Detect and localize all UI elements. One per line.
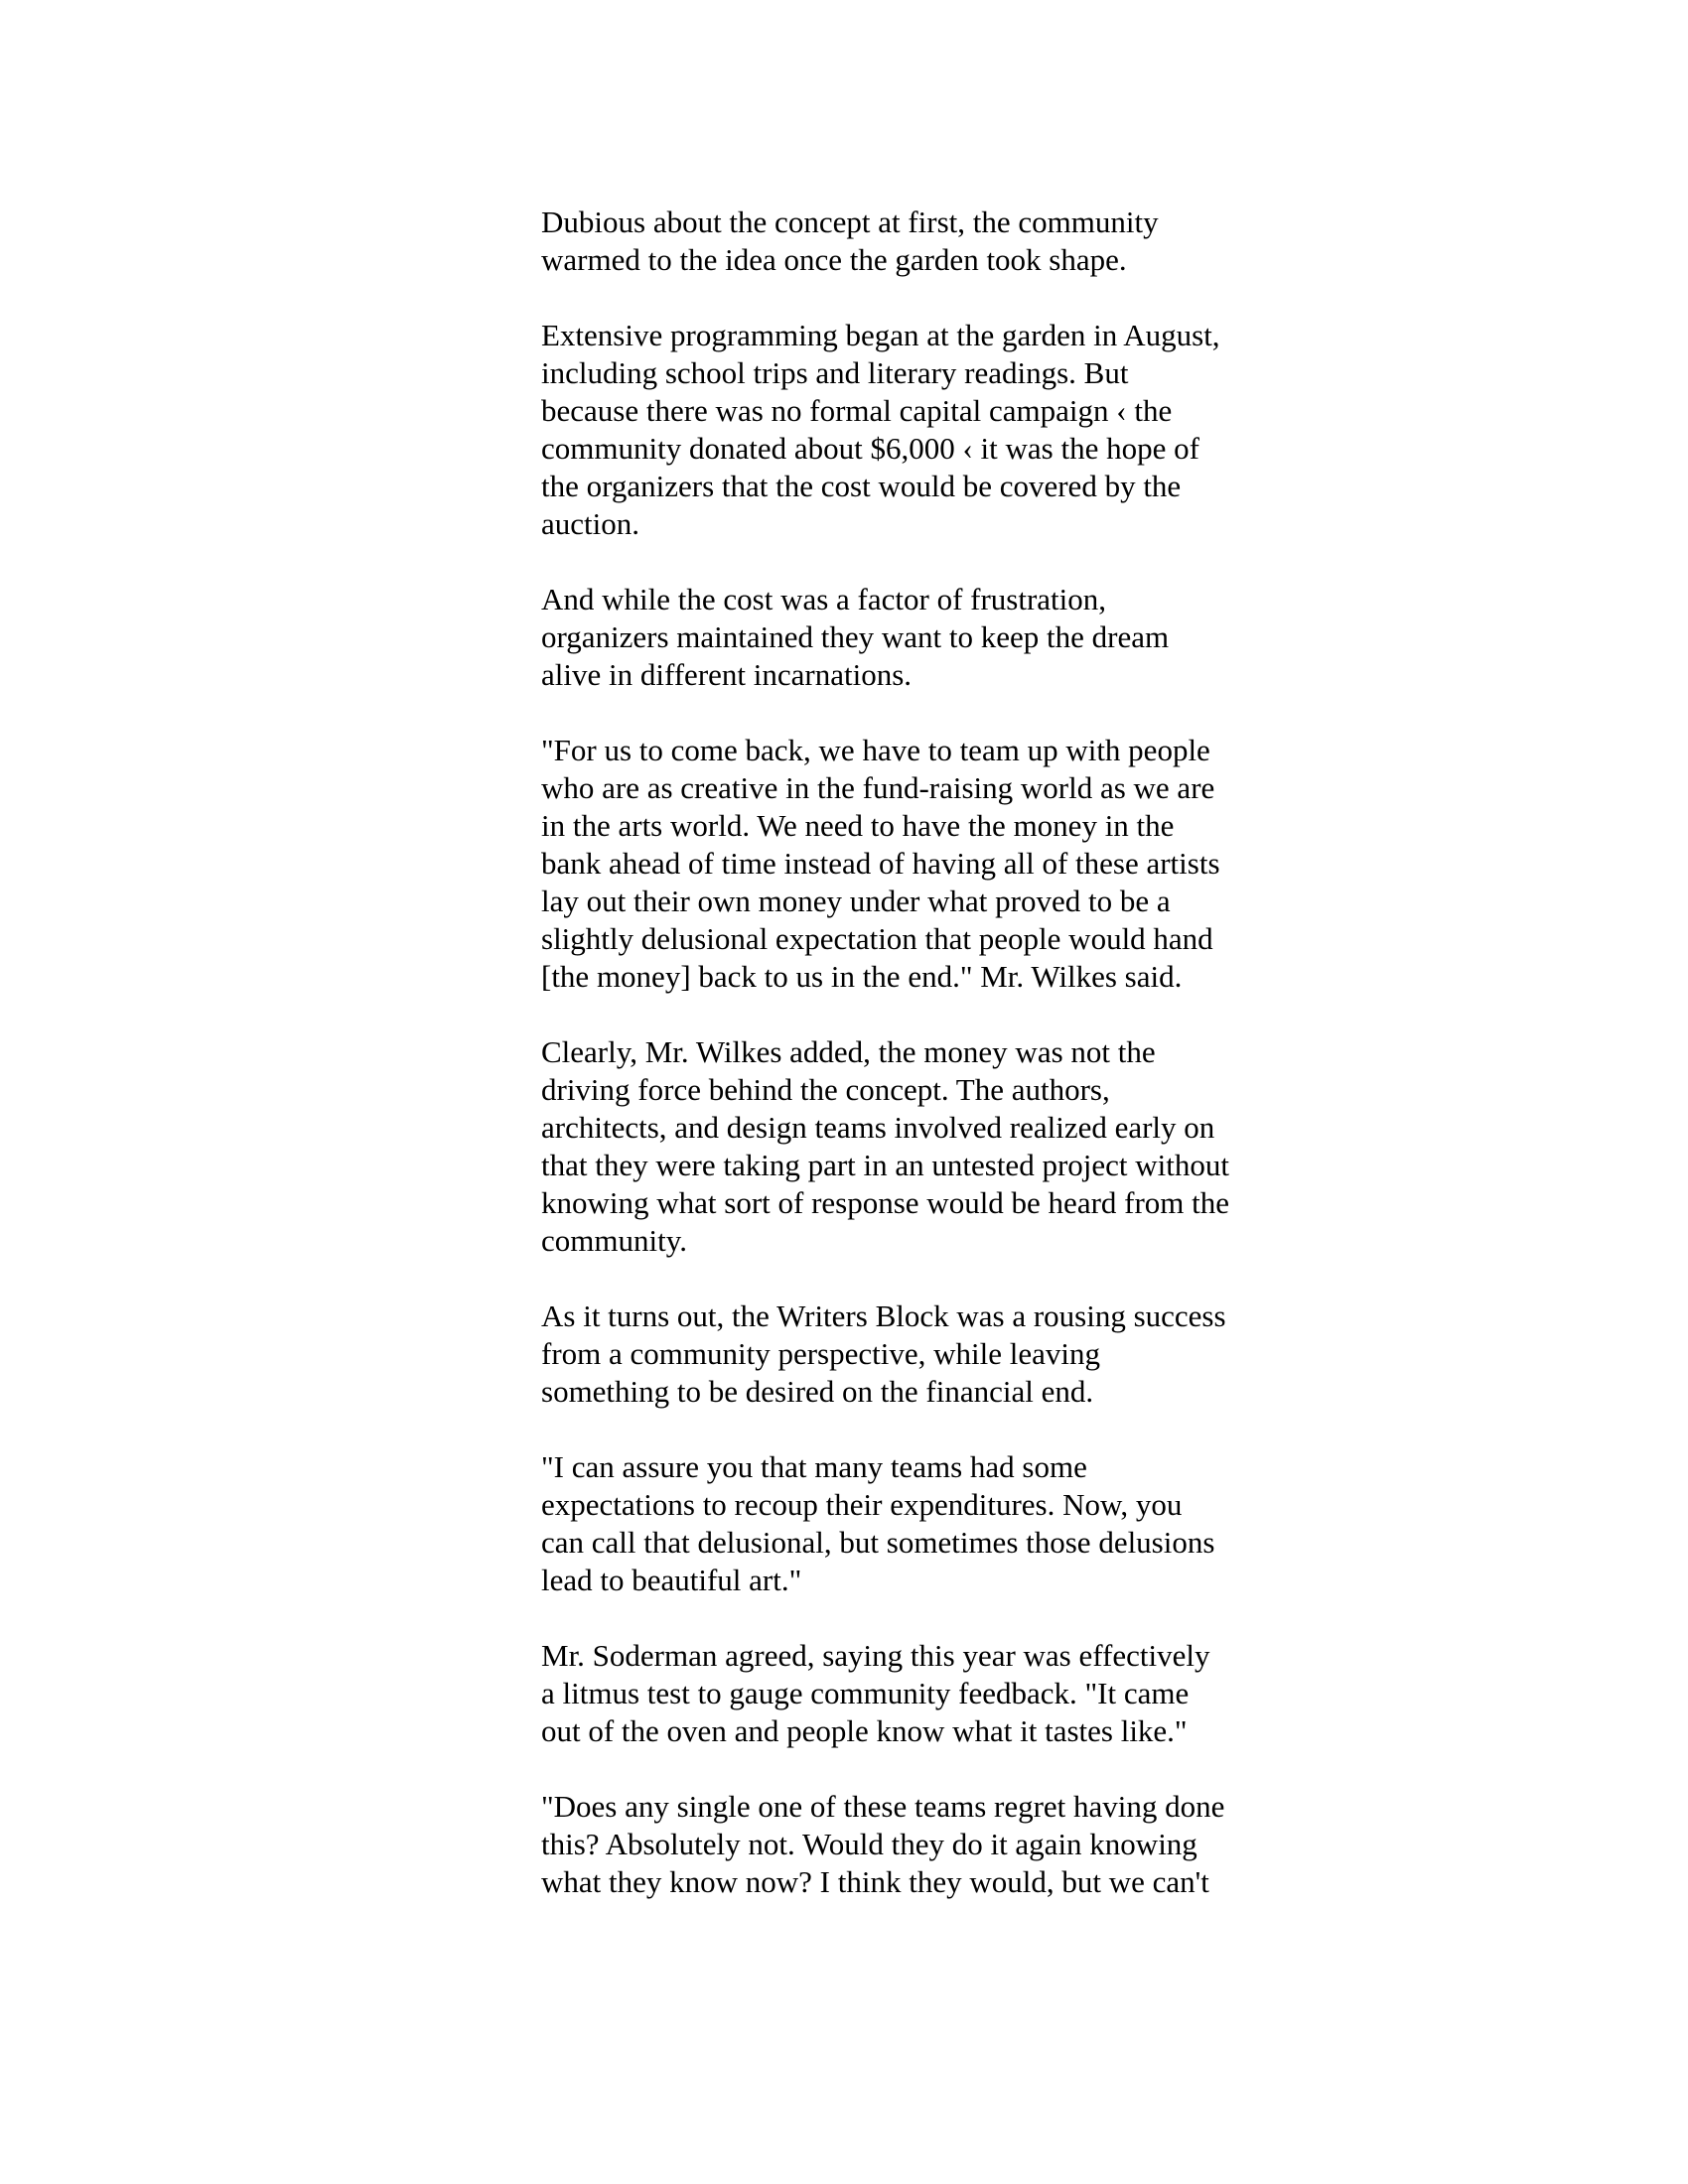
paragraph-9: "Does any single one of these teams regret having done this? Absolutely not. Would they do it again knowing what they know now? I think they would, but we can't xyxy=(541,1789,1225,1899)
paragraph-4: "For us to come back, we have to team up with people who are as creative in the fund-raising world as we are in the arts world. We need to have the money in the bank ahead of time instead of having all of these artists lay out their own money under what proved to be a slightly delusional expectation that people would hand [the money] back to us in the end." Mr. Wilkes said. xyxy=(541,733,1220,994)
paragraph-1: Dubious about the concept at first, the community warmed to the idea once the garden took shape. xyxy=(541,205,1159,277)
paragraph-8: Mr. Soderman agreed, saying this year was effectively a litmus test to gauge community feedback. "It came out of the oven and people know what it tastes like." xyxy=(541,1638,1210,1748)
paragraph-5: Clearly, Mr. Wilkes added, the money was not the driving force behind the concept. The authors, architects, and design teams involved realized early on that they were taking part in an untested project without knowing what sort of response would be heard from the community. xyxy=(541,1034,1230,1258)
paragraph-7: "I can assure you that many teams had some expectations to recoup their expenditures. Now, you can call that delusional, but sometimes those delusions lead to beautiful art." xyxy=(541,1449,1215,1597)
paragraph-2: Extensive programming began at the garden in August, including school trips and literary readings. But because there was no formal capital campaign ‹ the community donated about $6,000 ‹ it was the hope of the organizers that the cost would be covered by the auction. xyxy=(541,318,1220,541)
paragraph-6: As it turns out, the Writers Block was a rousing success from a community perspective, while leaving something to be desired on the financial end. xyxy=(541,1298,1226,1409)
paragraph-3: And while the cost was a factor of frustration, organizers maintained they want to keep the dream alive in different incarnations. xyxy=(541,582,1170,692)
article-body xyxy=(541,204,1286,1939)
